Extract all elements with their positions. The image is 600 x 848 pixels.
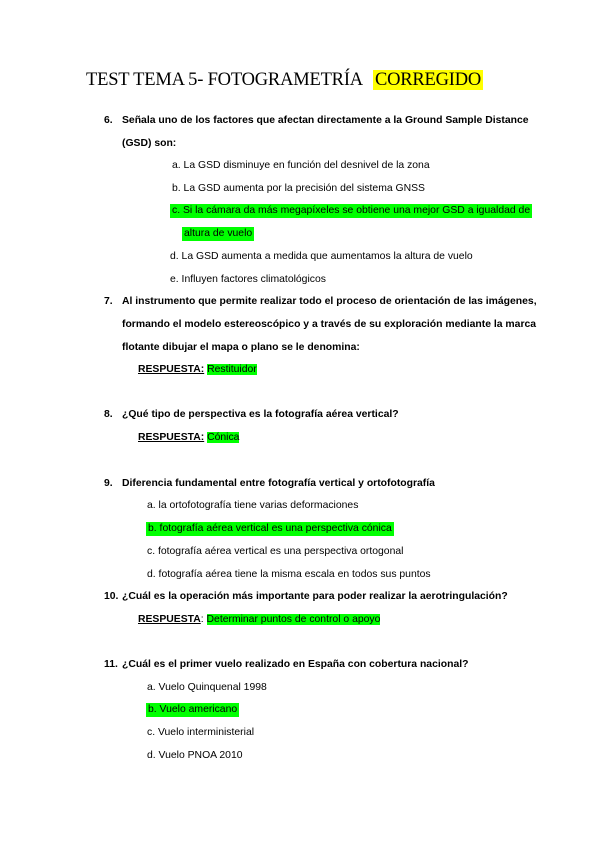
question-6-option-d: d. La GSD aumenta a medida que aumentamos la altura de vuelo [170, 251, 473, 262]
question-7-number: 7. [104, 296, 113, 307]
page-title [86, 70, 483, 91]
question-6-option-b: b. La GSD aumenta por la precisión del sistema GNSS [172, 183, 425, 194]
question-11-option-a: a. Vuelo Quinquenal 1998 [147, 682, 267, 693]
question-11-option-b-correct: b. Vuelo americano [148, 704, 238, 715]
question-7-text-line2: formando el modelo estereoscópico y a través de su exploración mediante la marca [122, 319, 537, 330]
question-7-answer: Restituidor [207, 364, 257, 375]
question-8-number: 8. [104, 409, 113, 420]
question-8-text: ¿Qué tipo de perspectiva es la fotografía aérea vertical? [122, 409, 399, 420]
question-10-answer: Determinar puntos de control o apoyo [206, 614, 381, 625]
question-11-option-d: d. Vuelo PNOA 2010 [147, 750, 243, 761]
question-9-option-b-correct: b. fotografía aérea vertical es una perspectiva cónica [148, 523, 392, 534]
question-10-number: 10. [104, 591, 119, 602]
question-6-option-c-continuation: altura de vuelo [184, 228, 253, 239]
response-label: RESPUESTA: [138, 364, 205, 375]
question-10-text: ¿Cuál es la operación más importante para poder realizar la aerotringulación? [122, 591, 508, 602]
question-9-text: Diferencia fundamental entre fotografía vertical y ortofotografía [122, 478, 435, 489]
corrected-badge: CORREGIDO [374, 70, 482, 90]
question-9-number: 9. [104, 478, 113, 489]
question-9-option-d: d. fotografía aérea tiene la misma escala en todos sus puntos [147, 569, 431, 580]
question-6-text-line1: Señala uno de los factores que afectan directamente a la Ground Sample Distance [122, 115, 529, 126]
question-6-number: 6. [104, 115, 113, 126]
question-8-response [138, 431, 239, 445]
question-9-option-a: a. la ortofotografía tiene varias deformaciones [147, 500, 359, 511]
response-label: RESPUESTA [138, 614, 201, 625]
response-label: RESPUESTA: [138, 432, 205, 443]
question-6-option-e: e. Influyen factores climatológicos [170, 274, 326, 285]
question-7-text-line3: flotante dibujar el mapa o plano se le denomina: [122, 342, 360, 353]
question-8-answer: Cónica [207, 432, 240, 443]
question-7-response [138, 363, 257, 377]
question-6-text-line2: (GSD) son: [122, 138, 177, 149]
question-6-option-c-correct: c. Si la cámara da más megapíxeles se obtiene una mejor GSD a igualdad de [172, 205, 531, 216]
question-9-option-c: c. fotografía aérea vertical es una perspectiva ortogonal [147, 546, 404, 557]
title-text: TEST TEMA 5- FOTOGRAMETRÍA [86, 70, 363, 90]
question-7-text-line1: Al instrumento que permite realizar todo el proceso de orientación de las imágenes, [122, 296, 537, 307]
response-separator: : [200, 614, 204, 625]
question-10-response [138, 613, 380, 627]
question-11-number: 11. [104, 659, 118, 670]
question-6-option-a: a. La GSD disminuye en función del desnivel de la zona [172, 160, 430, 171]
question-11-option-c: c. Vuelo interministerial [147, 727, 255, 738]
question-11-text: ¿Cuál es el primer vuelo realizado en España con cobertura nacional? [122, 659, 469, 670]
